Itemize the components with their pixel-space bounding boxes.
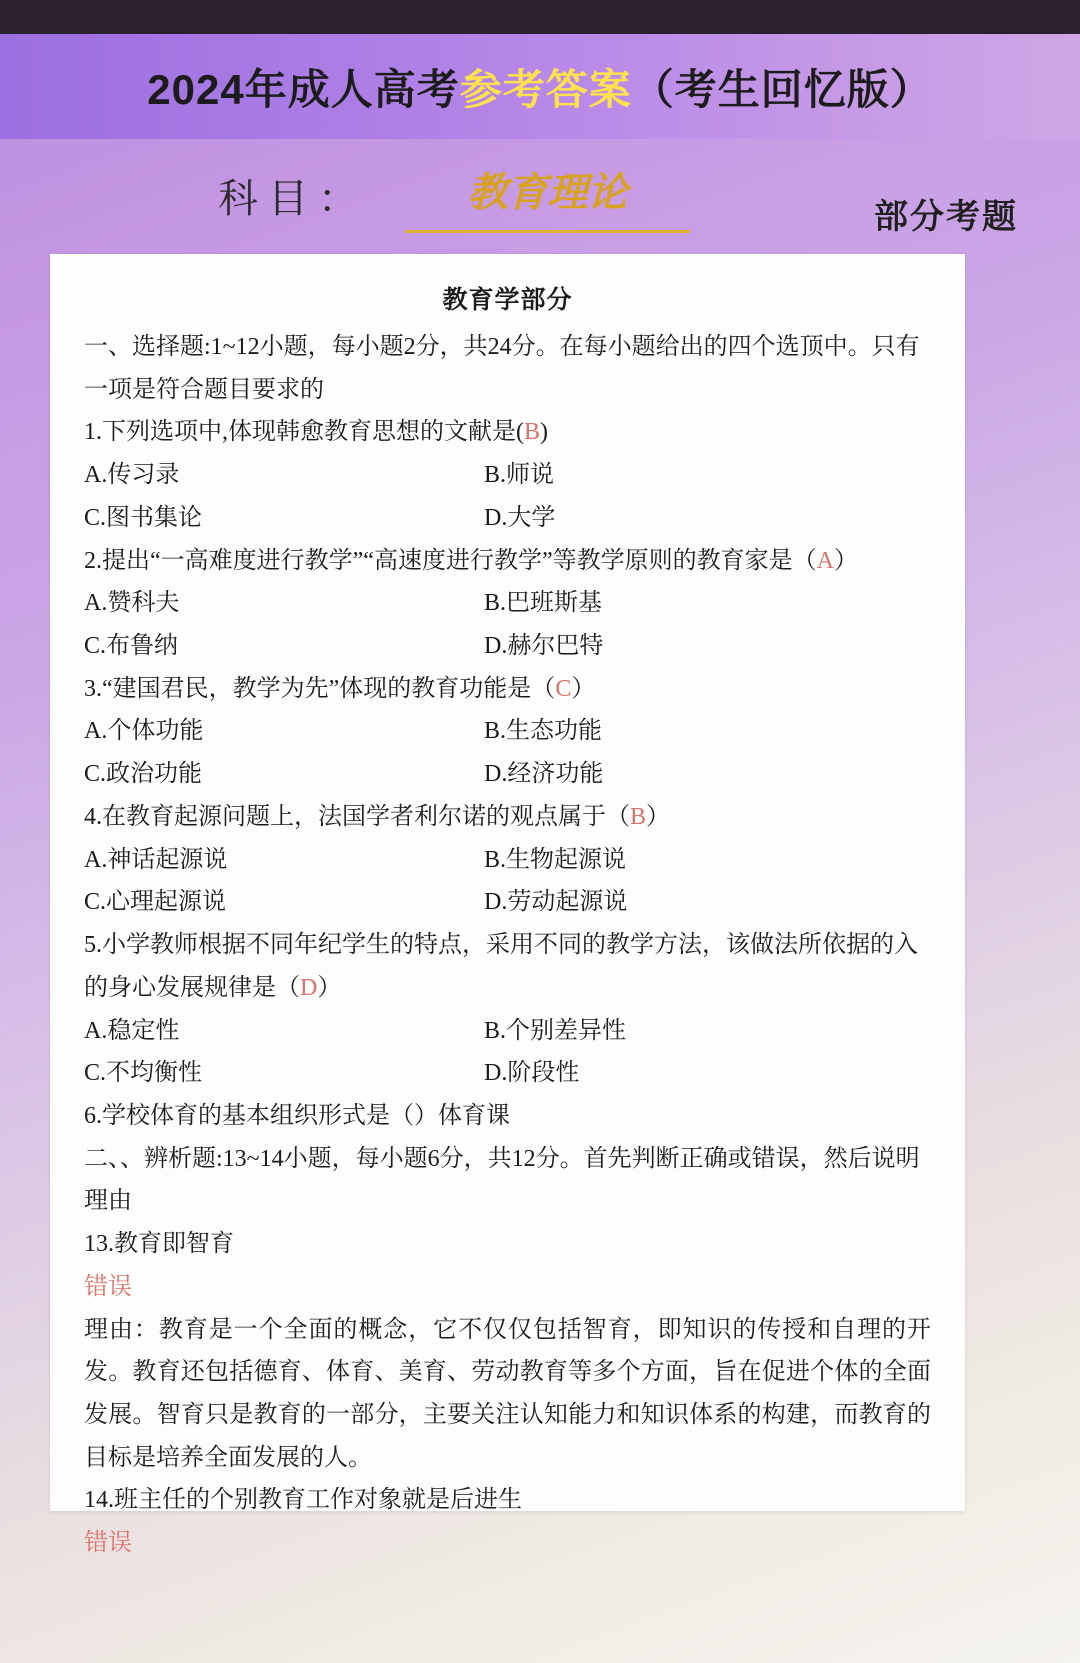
question-2-stem [84, 540, 931, 583]
question-14-verdict: 错误 [84, 1530, 132, 1557]
partial-questions-label: 部分考题 [874, 198, 1018, 236]
banner [0, 34, 1080, 139]
question-1-stem [84, 411, 931, 454]
question-4-option-c: C.心理起源说 [84, 889, 227, 916]
question-4-option-d: D.劳动起源说 [484, 889, 628, 916]
question-3-option-b: B.生态功能 [484, 718, 603, 745]
question-3-stem [84, 668, 931, 711]
question-1-stem-tail: ) [540, 419, 549, 446]
question-5-options-row-2 [84, 1052, 931, 1095]
paper-title: 教育学部分 [442, 287, 573, 314]
question-4-stem-tail: ） [646, 803, 671, 830]
question-4-options-row-2 [84, 881, 931, 924]
question-3-option-a: A.个体功能 [84, 718, 204, 745]
banner-title [147, 57, 932, 117]
subject-label: 科目： [218, 176, 368, 221]
question-1-answer: B [524, 419, 541, 446]
question-5-stem [84, 924, 931, 1009]
question-2-answer: A [816, 547, 834, 574]
question-4-option-a: A.神话起源说 [84, 846, 228, 873]
question-1-options-row-1 [84, 454, 931, 497]
question-2-options-row-2 [84, 625, 931, 668]
question-5-option-a: A.稳定性 [84, 1017, 180, 1044]
banner-title-part1: 2024年成人高考 [147, 65, 460, 113]
question-2-option-a: A.赞科夫 [84, 590, 180, 617]
section-1-heading: 一、选择题:1~12小题，每小题2分，共24分。在每小题给出的四个选顶中。只有一项是符合题目要求的 [84, 334, 920, 403]
question-3-options-row-2 [84, 753, 931, 796]
question-4-stem [84, 796, 931, 839]
question-1-option-d: D.大学 [484, 504, 556, 531]
question-5-option-b: B.个别差异性 [484, 1017, 627, 1044]
question-13-stem: 13.教育即智育 [84, 1231, 234, 1258]
question-13-reason: 理由：教育是一个全面的概念，它不仅仅包括智育，即知识的传授和自理的开发。教育还包括德育、体育、美育、劳动教育等多个方面，旨在促进个体的全面发展。智育只是教育的一部分，主要关注认知能力和知识体系的构建，而教育的目标是培养全面发展的人。 [84, 1316, 931, 1471]
question-2-option-b: B.巴班斯基 [484, 590, 603, 617]
question-2-stem-tail: ） [833, 547, 858, 574]
question-5-answer: D [300, 974, 318, 1001]
question-2-option-d: D.赫尔巴特 [484, 633, 604, 660]
question-13-verdict: 错误 [84, 1273, 132, 1300]
question-1-option-b: B.师说 [484, 462, 555, 489]
subject-value: 教育理论 [405, 161, 690, 233]
answer-sheet-card [50, 254, 965, 1557]
question-2-stem-text: 2.提出“一高难度进行教学”“高速度进行教学”等教学原则的教育家是（ [84, 547, 817, 574]
subject-row [0, 139, 1080, 257]
banner-title-part3: （考生回忆版） [631, 65, 933, 113]
question-14-stem: 14.班主任的个别教育工作对象就是后进生 [84, 1487, 522, 1514]
question-3-option-d: D.经济功能 [484, 761, 604, 788]
question-3-options-row-1 [84, 710, 931, 753]
question-3-stem-tail: ） [571, 675, 596, 702]
question-1-options-row-2 [84, 497, 931, 540]
question-1-stem-text: 1.下列选项中,体现韩愈教育思想的文献是( [84, 419, 524, 446]
question-4-option-b: B.生物起源说 [484, 846, 627, 873]
question-4-options-row-1 [84, 839, 931, 882]
question-5-stem-text: 5.小学教师根据不同年纪学生的特点，采用不同的教学方法，该做法所依据的入的身心发展规律是（ [84, 932, 918, 1001]
question-1-option-a: A.传习录 [84, 462, 180, 489]
banner-title-part2: 参考答案 [459, 65, 632, 113]
question-5-option-c: C.不均衡性 [84, 1060, 203, 1087]
question-6-stem: 6.学校体育的基本组织形式是（）体育课 [84, 1102, 510, 1129]
question-2-option-c: C.布鲁纳 [84, 633, 179, 660]
question-3-option-c: C.政治功能 [84, 761, 203, 788]
question-3-stem-text: 3.“建国君民，教学为先”体现的教育功能是（ [84, 675, 556, 702]
status-bar [0, 0, 1080, 34]
question-4-stem-text: 4.在教育起源问题上，法国学者利尔诺的观点属于（ [84, 803, 630, 830]
question-1-option-c: C.图书集论 [84, 504, 203, 531]
question-5-option-d: D.阶段性 [484, 1060, 580, 1087]
question-5-stem-tail: ） [317, 974, 342, 1001]
question-2-options-row-1 [84, 582, 931, 625]
question-3-answer: C [555, 675, 572, 702]
question-4-answer: B [630, 803, 647, 830]
question-5-options-row-1 [84, 1010, 931, 1053]
section-2-heading: 二、、辨析题:13~14小题，每小题6分，共12分。首先判断正确或错误，然后说明理由 [84, 1145, 920, 1215]
